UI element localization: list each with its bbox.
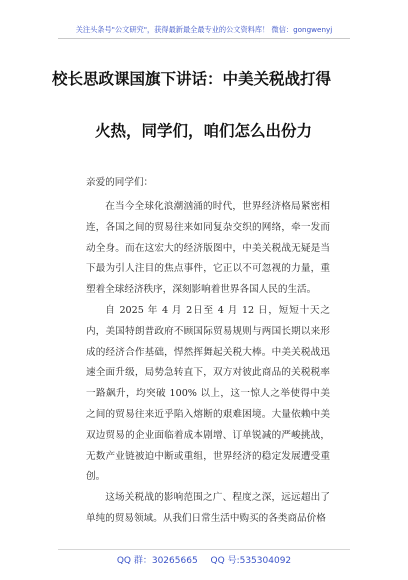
document-title-line-1: 校长思政课国旗下讲话：中美关税战打得 — [52, 69, 332, 88]
document-title-line-2: 火热，同学们，咱们怎么出份力 — [95, 121, 313, 140]
paragraph-2: 自 2025 年 4 月 2日至 4 月 12 日，短短十天之内，美国特朗普政府不顾国际贸易规则与两国长期以来形成的经济合作基础，悍然挥舞起关税大棒。中美关税战迅速全面升级，局势急转直下，双方对彼此商品的关税税率一路飙升，均突破 100% 以上，这一惊人之举使得中美之间的贸易往来近乎陷入熔断的艰难困境。大量依赖中美双边贸易的企业面临着成本剧增、订单锐减的严峻挑战，无数产业链被迫中断或重组，世界经济的稳定发展遭受重创。 — [86, 305, 330, 483]
footer-divider — [58, 549, 350, 550]
header-divider — [58, 38, 350, 39]
footer-qq-number: QQ 号:535304092 — [210, 556, 292, 566]
footer — [0, 553, 408, 566]
footer-qq-group: QQ 群：30265665 — [116, 556, 198, 566]
paragraph-1: 在当今全球化浪潮汹涌的时代，世界经济格局紧密相连，各国之间的贸易往来如同复杂交织的网络，牵一发而动全身。而在这宏大的经济版图中，中美关税战无疑是当下最为引人注目的焦点事件，它正以不可忽视的力量，重塑着全球经济秩序，深刻影响着世界各国人民的生活。 — [86, 201, 330, 296]
header-note: 关注头条号"公文研究"，获得最新最全最专业的公文资料库！ 微信：gongwenyj — [75, 25, 333, 34]
salutation: 亲爱的同学们： — [86, 177, 154, 188]
paragraph-3: 这场关税战的影响范围之广、程度之深，远远超出了单纯的贸易领域。从我们日常生活中购买的各类商品价格 — [86, 492, 330, 524]
